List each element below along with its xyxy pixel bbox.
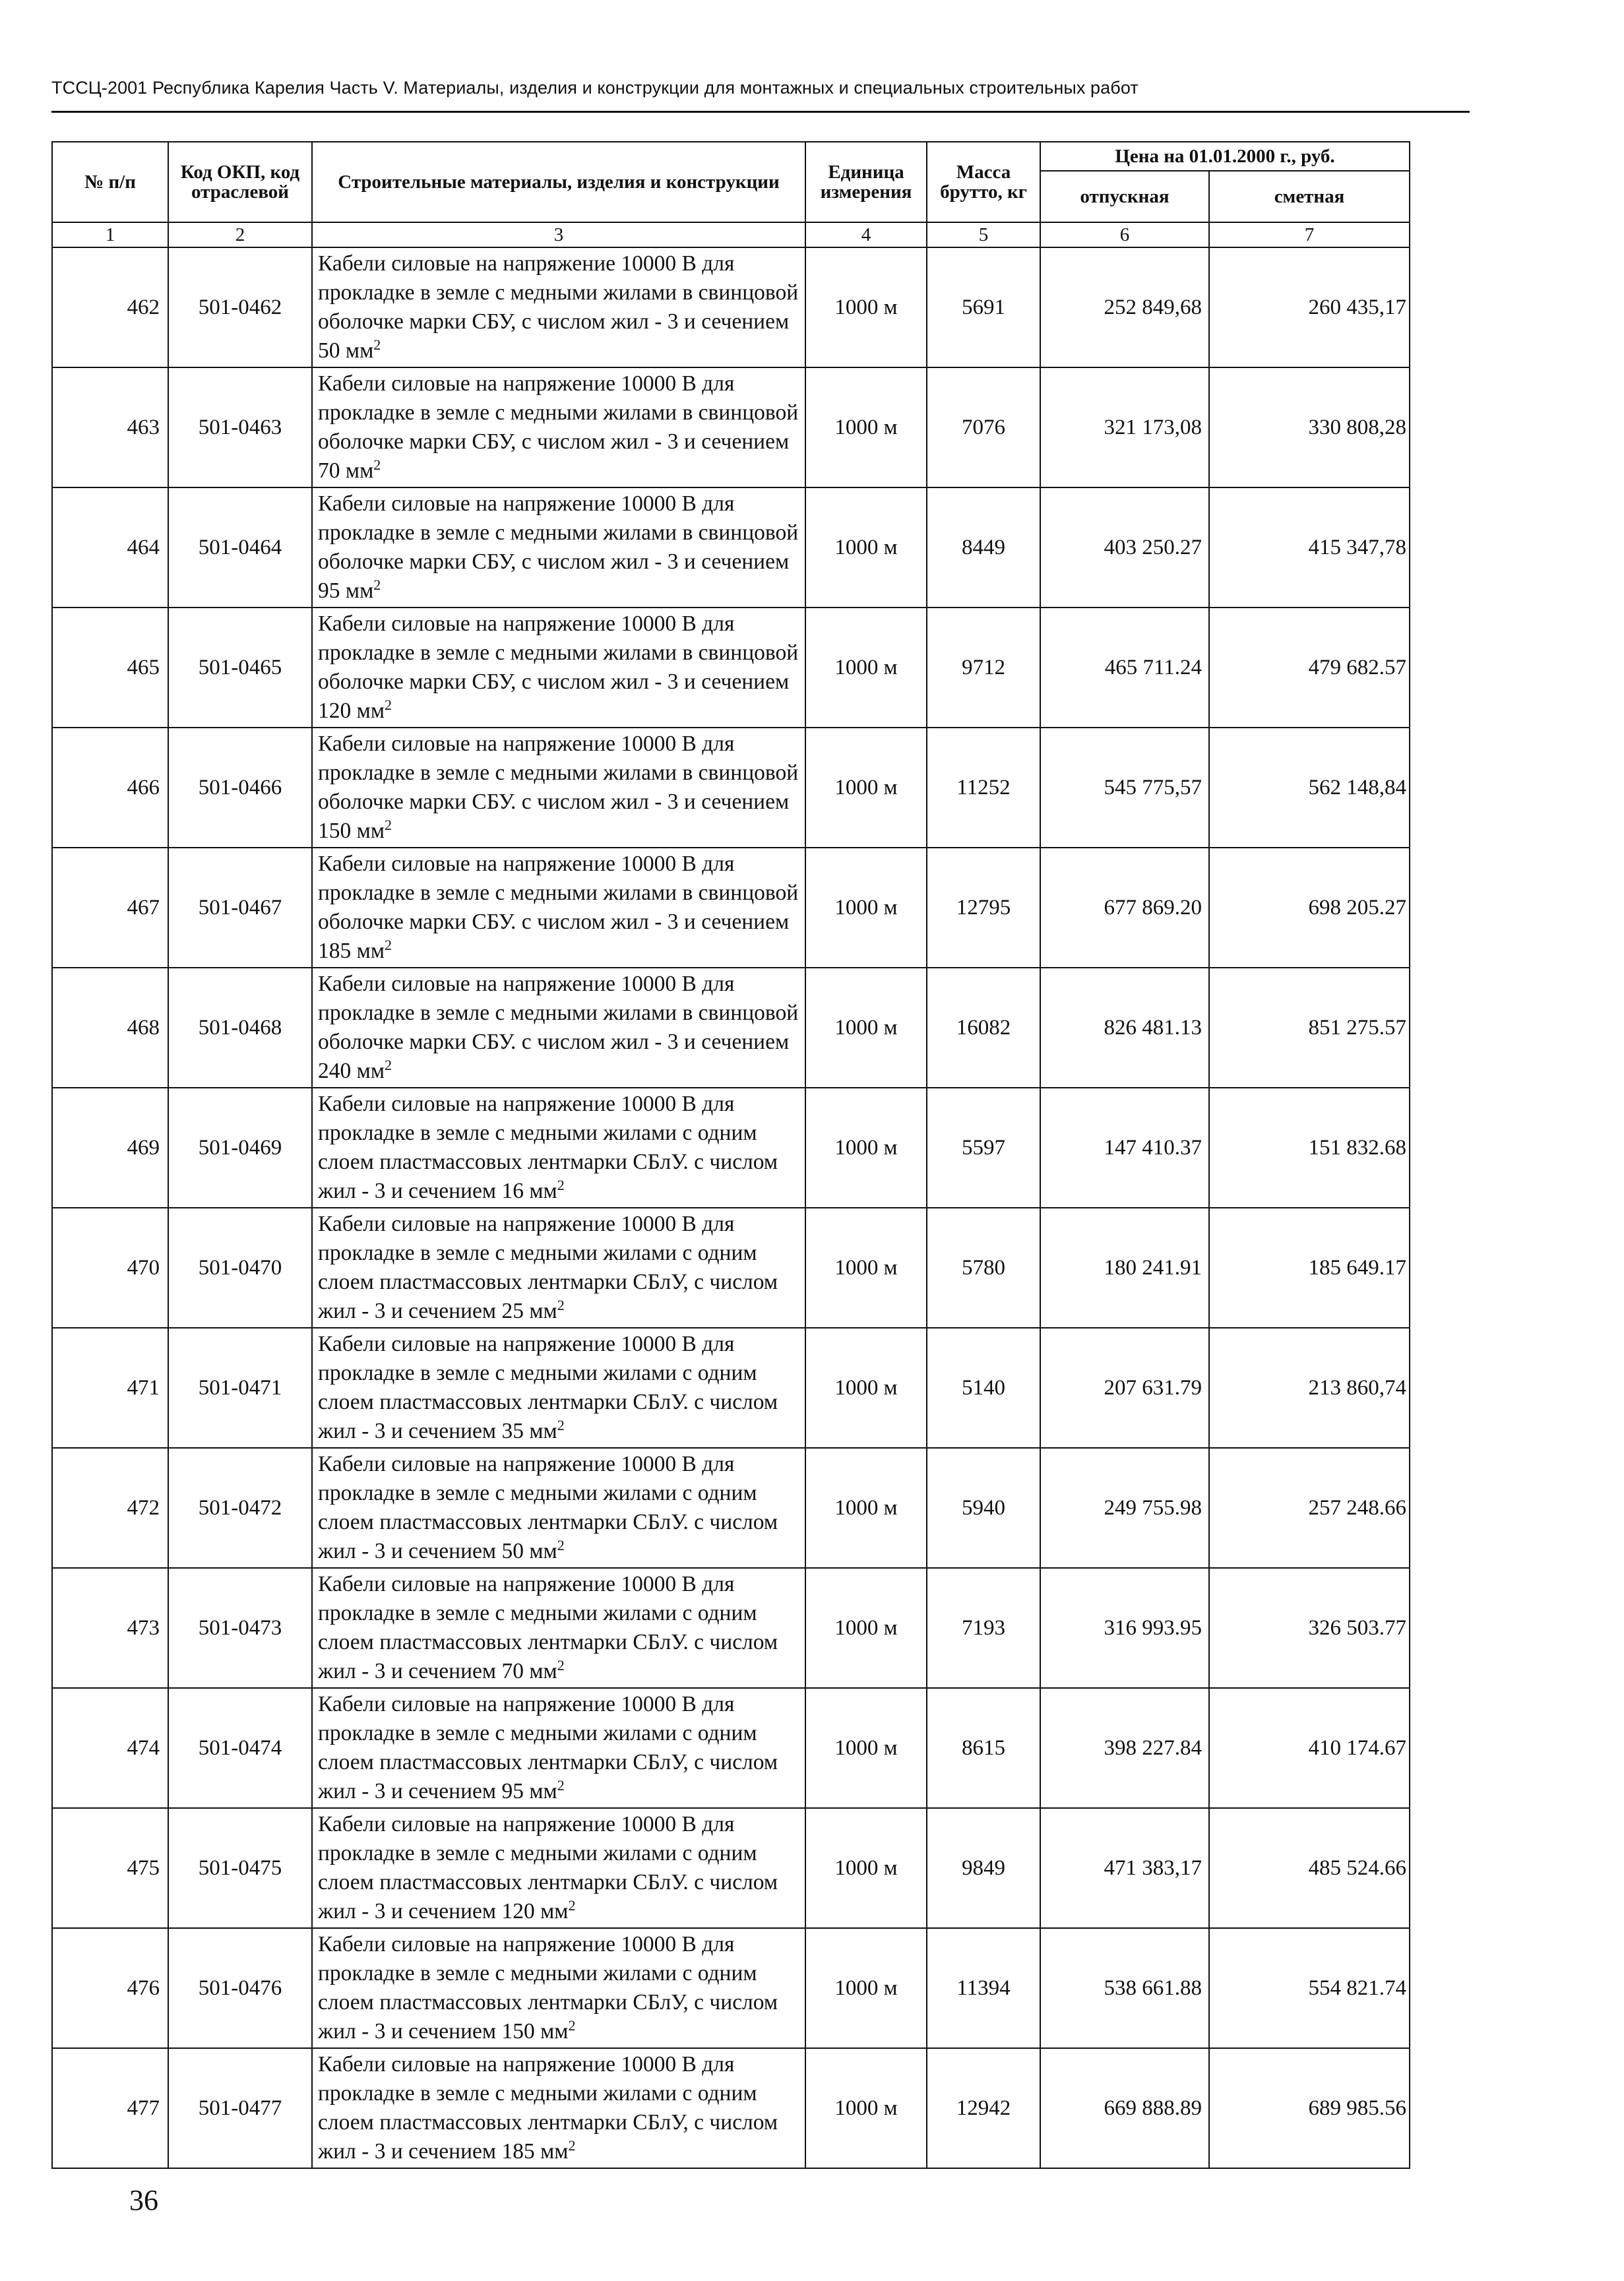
row-description	[312, 1448, 805, 1568]
row-mass: 12942	[927, 2048, 1040, 2168]
unit-superscript: 2	[557, 1776, 565, 1794]
row-code: 501-0470	[168, 1208, 312, 1328]
row-price-estimate: 151 832.68	[1209, 1088, 1410, 1208]
row-unit: 1000 м	[805, 1808, 927, 1928]
row-code: 501-0463	[168, 367, 312, 487]
header-rule	[51, 111, 1470, 113]
table-row	[52, 1808, 1410, 1928]
unit-superscript: 2	[557, 1416, 565, 1433]
row-price-release: 538 661.88	[1040, 1928, 1209, 2048]
row-mass: 11394	[927, 1928, 1040, 2048]
row-description	[312, 1328, 805, 1448]
table-row	[52, 247, 1410, 367]
column-number-row	[52, 222, 1410, 247]
table-row	[52, 1448, 1410, 1568]
row-number: 464	[52, 487, 168, 608]
row-price-estimate: 185 649.17	[1209, 1208, 1410, 1328]
table-row	[52, 1088, 1410, 1208]
row-unit: 1000 м	[805, 1928, 927, 2048]
table-head	[52, 142, 1410, 247]
row-price-release: 471 383,17	[1040, 1808, 1209, 1928]
row-unit: 1000 м	[805, 1448, 927, 1568]
row-unit: 1000 м	[805, 968, 927, 1088]
unit-superscript: 2	[373, 576, 381, 593]
page-header: ТССЦ-2001 Республика Карелия Часть V. Материалы, изделия и конструкции для монтажных и специальных строительных работ	[51, 78, 1139, 98]
row-description-text: Кабели силовые на напряжение 10000 В для прокладке в земле с медными жилами с одним слоем пластмассовых лентмарки СБлУ. с числом жил - 3 и сечением 120 мм	[318, 1812, 778, 1923]
row-price-estimate: 689 985.56	[1209, 2048, 1410, 2168]
row-description	[312, 968, 805, 1088]
row-price-estimate: 562 148,84	[1209, 728, 1410, 848]
row-mass: 9849	[927, 1808, 1040, 1928]
row-mass: 16082	[927, 968, 1040, 1088]
unit-superscript: 2	[385, 1056, 392, 1073]
table-row	[52, 608, 1410, 728]
row-number: 462	[52, 247, 168, 367]
table-row	[52, 1688, 1410, 1808]
column-number: 1	[52, 222, 168, 247]
page-number: 36	[129, 2184, 158, 2216]
table-row	[52, 1208, 1410, 1328]
table-row	[52, 1928, 1410, 2048]
unit-superscript: 2	[385, 816, 392, 833]
table-row	[52, 968, 1410, 1088]
row-code: 501-0465	[168, 608, 312, 728]
row-number: 475	[52, 1808, 168, 1928]
row-price-release: 677 869.20	[1040, 848, 1209, 968]
row-description	[312, 608, 805, 728]
row-description	[312, 367, 805, 487]
row-number: 469	[52, 1088, 168, 1208]
row-code: 501-0476	[168, 1928, 312, 2048]
header-name: Строительные материалы, изделия и конструкции	[312, 142, 805, 222]
header-price-group: Цена на 01.01.2000 г., руб.	[1040, 142, 1410, 171]
price-table	[51, 141, 1410, 2169]
row-description-text: Кабели силовые на напряжение 10000 В для прокладке в земле с медными жилами с одним слоем пластмассовых лентмарки СБлУ. с числом жил - 3 и сечением 50 мм	[318, 1452, 778, 1563]
row-mass: 5940	[927, 1448, 1040, 1568]
row-price-release: 180 241.91	[1040, 1208, 1209, 1328]
row-code: 501-0466	[168, 728, 312, 848]
row-number: 472	[52, 1448, 168, 1568]
unit-superscript: 2	[385, 696, 392, 713]
unit-superscript: 2	[557, 1176, 565, 1193]
row-price-release: 403 250.27	[1040, 487, 1209, 608]
unit-superscript: 2	[373, 456, 381, 473]
row-code: 501-0474	[168, 1688, 312, 1808]
column-number: 7	[1209, 222, 1410, 247]
unit-superscript: 2	[373, 336, 381, 353]
header-code: Код ОКП, код отраслевой	[168, 142, 312, 222]
row-description-text: Кабели силовые на напряжение 10000 В для прокладке в земле с медными жилами с одним слоем пластмассовых лентмарки СБлУ, с числом жил - 3 и сечением 185 мм	[318, 2052, 778, 2164]
row-number: 471	[52, 1328, 168, 1448]
row-price-estimate: 485 524.66	[1209, 1808, 1410, 1928]
row-price-estimate: 698 205.27	[1209, 848, 1410, 968]
row-price-estimate: 479 682.57	[1209, 608, 1410, 728]
row-price-estimate: 213 860,74	[1209, 1328, 1410, 1448]
table-row	[52, 728, 1410, 848]
row-price-release: 826 481.13	[1040, 968, 1209, 1088]
row-mass: 7076	[927, 367, 1040, 487]
row-description	[312, 487, 805, 608]
header-num: № п/п	[52, 142, 168, 222]
row-price-release: 316 993.95	[1040, 1568, 1209, 1688]
row-unit: 1000 м	[805, 1688, 927, 1808]
row-mass: 5780	[927, 1208, 1040, 1328]
row-unit: 1000 м	[805, 728, 927, 848]
row-price-estimate: 851 275.57	[1209, 968, 1410, 1088]
row-code: 501-0472	[168, 1448, 312, 1568]
row-number: 477	[52, 2048, 168, 2168]
row-mass: 5140	[927, 1328, 1040, 1448]
table-row	[52, 848, 1410, 968]
row-number: 474	[52, 1688, 168, 1808]
row-description	[312, 1688, 805, 1808]
table-row	[52, 1328, 1410, 1448]
row-number: 473	[52, 1568, 168, 1688]
row-mass: 5597	[927, 1088, 1040, 1208]
column-number: 4	[805, 222, 927, 247]
row-unit: 1000 м	[805, 247, 927, 367]
row-description	[312, 728, 805, 848]
unit-superscript: 2	[557, 1656, 565, 1673]
row-price-estimate: 410 174.67	[1209, 1688, 1410, 1808]
row-mass: 7193	[927, 1568, 1040, 1688]
row-mass: 12795	[927, 848, 1040, 968]
row-unit: 1000 м	[805, 487, 927, 608]
row-description	[312, 2048, 805, 2168]
row-number: 465	[52, 608, 168, 728]
unit-superscript: 2	[568, 1896, 576, 1914]
row-price-release: 545 775,57	[1040, 728, 1209, 848]
row-description-text: Кабели силовые на напряжение 10000 В для прокладке в земле с медными жилами в свинцовой оболочке марки СБУ. с числом жил - 3 и сечением 185 мм	[318, 852, 799, 963]
row-description-text: Кабели силовые на напряжение 10000 В для прокладке в земле с медными жилами с одним слоем пластмассовых лентмарки СБлУ. с числом жил - 3 и сечением 16 мм	[318, 1092, 778, 1203]
row-code: 501-0469	[168, 1088, 312, 1208]
table-row	[52, 487, 1410, 608]
row-price-estimate: 257 248.66	[1209, 1448, 1410, 1568]
row-mass: 8449	[927, 487, 1040, 608]
row-description-text: Кабели силовые на напряжение 10000 В для прокладке в земле с медными жилами в свинцовой оболочке марки СБУ. с числом жил - 3 и сечением 240 мм	[318, 972, 799, 1083]
table-row	[52, 367, 1410, 487]
row-number: 466	[52, 728, 168, 848]
row-code: 501-0477	[168, 2048, 312, 2168]
column-number: 5	[927, 222, 1040, 247]
row-price-release: 207 631.79	[1040, 1328, 1209, 1448]
table-body	[52, 247, 1410, 2168]
row-description	[312, 1208, 805, 1328]
row-number: 470	[52, 1208, 168, 1328]
row-description	[312, 848, 805, 968]
column-number: 2	[168, 222, 312, 247]
header-price-estimate: сметная	[1209, 171, 1410, 222]
row-description-text: Кабели силовые на напряжение 10000 В для прокладке в земле с медными жилами в свинцовой оболочке марки СБУ, с числом жил - 3 и сечением 70 мм	[318, 371, 799, 483]
header-price-release: отпускная	[1040, 171, 1209, 222]
row-code: 501-0468	[168, 968, 312, 1088]
row-description-text: Кабели силовые на напряжение 10000 В для прокладке в земле с медными жилами с одним слоем пластмассовых лентмарки СБлУ, с числом жил - 3 и сечением 25 мм	[318, 1212, 778, 1323]
row-number: 468	[52, 968, 168, 1088]
row-unit: 1000 м	[805, 1208, 927, 1328]
column-number: 3	[312, 222, 805, 247]
row-unit: 1000 м	[805, 608, 927, 728]
row-price-estimate: 415 347,78	[1209, 487, 1410, 608]
row-price-release: 249 755.98	[1040, 1448, 1209, 1568]
row-mass: 5691	[927, 247, 1040, 367]
row-description-text: Кабели силовые на напряжение 10000 В для прокладке в земле с медными жилами в свинцовой оболочке марки СБУ. с числом жил - 3 и сечением 150 мм	[318, 732, 799, 843]
row-number: 463	[52, 367, 168, 487]
table-row	[52, 2048, 1410, 2168]
unit-superscript: 2	[385, 936, 392, 953]
row-price-release: 321 173,08	[1040, 367, 1209, 487]
unit-superscript: 2	[568, 2137, 576, 2154]
row-unit: 1000 м	[805, 2048, 927, 2168]
row-mass: 11252	[927, 728, 1040, 848]
row-price-release: 252 849,68	[1040, 247, 1209, 367]
row-description-text: Кабели силовые на напряжение 10000 В для прокладке в земле с медными жилами с одним слоем пластмассовых лентмарки СБлУ, с числом жил - 3 и сечением 95 мм	[318, 1692, 778, 1803]
row-code: 501-0462	[168, 247, 312, 367]
column-number: 6	[1040, 222, 1209, 247]
row-code: 501-0464	[168, 487, 312, 608]
row-description-text: Кабели силовые на напряжение 10000 В для прокладке в земле с медными жилами в свинцовой оболочке марки СБУ, с числом жил - 3 и сечением 120 мм	[318, 611, 799, 723]
row-unit: 1000 м	[805, 1328, 927, 1448]
row-price-estimate: 326 503.77	[1209, 1568, 1410, 1688]
row-code: 501-0473	[168, 1568, 312, 1688]
unit-superscript: 2	[568, 2016, 576, 2034]
table-row	[52, 1568, 1410, 1688]
row-description-text: Кабели силовые на напряжение 10000 В для прокладке в земле с медными жилами с одним слоем пластмассовых лентмарки СБлУ. с числом жил - 3 и сечением 35 мм	[318, 1332, 778, 1443]
row-number: 467	[52, 848, 168, 968]
row-description	[312, 1568, 805, 1688]
header-unit: Единица измерения	[805, 142, 927, 222]
unit-superscript: 2	[557, 1536, 565, 1553]
row-price-release: 147 410.37	[1040, 1088, 1209, 1208]
row-unit: 1000 м	[805, 1088, 927, 1208]
row-unit: 1000 м	[805, 848, 927, 968]
row-description	[312, 1928, 805, 2048]
row-price-estimate: 554 821.74	[1209, 1928, 1410, 2048]
row-unit: 1000 м	[805, 367, 927, 487]
row-price-estimate: 260 435,17	[1209, 247, 1410, 367]
row-code: 501-0471	[168, 1328, 312, 1448]
row-mass: 8615	[927, 1688, 1040, 1808]
row-price-release: 669 888.89	[1040, 2048, 1209, 2168]
row-price-estimate: 330 808,28	[1209, 367, 1410, 487]
row-number: 476	[52, 1928, 168, 2048]
row-description-text: Кабели силовые на напряжение 10000 В для прокладке в земле с медными жилами с одним слоем пластмассовых лентмарки СБлУ, с числом жил - 3 и сечением 150 мм	[318, 1932, 778, 2044]
row-price-release: 465 711.24	[1040, 608, 1209, 728]
row-description-text: Кабели силовые на напряжение 10000 В для прокладке в земле с медными жилами в свинцовой оболочке марки СБУ, с числом жил - 3 и сечением 50 мм	[318, 251, 799, 363]
row-code: 501-0475	[168, 1808, 312, 1928]
row-description-text: Кабели силовые на напряжение 10000 В для прокладке в земле с медными жилами в свинцовой оболочке марки СБУ, с числом жил - 3 и сечением 95 мм	[318, 491, 799, 603]
row-unit: 1000 м	[805, 1568, 927, 1688]
row-description	[312, 1088, 805, 1208]
row-description-text: Кабели силовые на напряжение 10000 В для прокладке в земле с медными жилами с одним слоем пластмассовых лентмарки СБлУ. с числом жил - 3 и сечением 70 мм	[318, 1572, 778, 1683]
unit-superscript: 2	[557, 1296, 565, 1313]
row-mass: 9712	[927, 608, 1040, 728]
row-code: 501-0467	[168, 848, 312, 968]
row-description	[312, 1808, 805, 1928]
row-description	[312, 247, 805, 367]
row-price-release: 398 227.84	[1040, 1688, 1209, 1808]
header-mass: Масса брутто, кг	[927, 142, 1040, 222]
